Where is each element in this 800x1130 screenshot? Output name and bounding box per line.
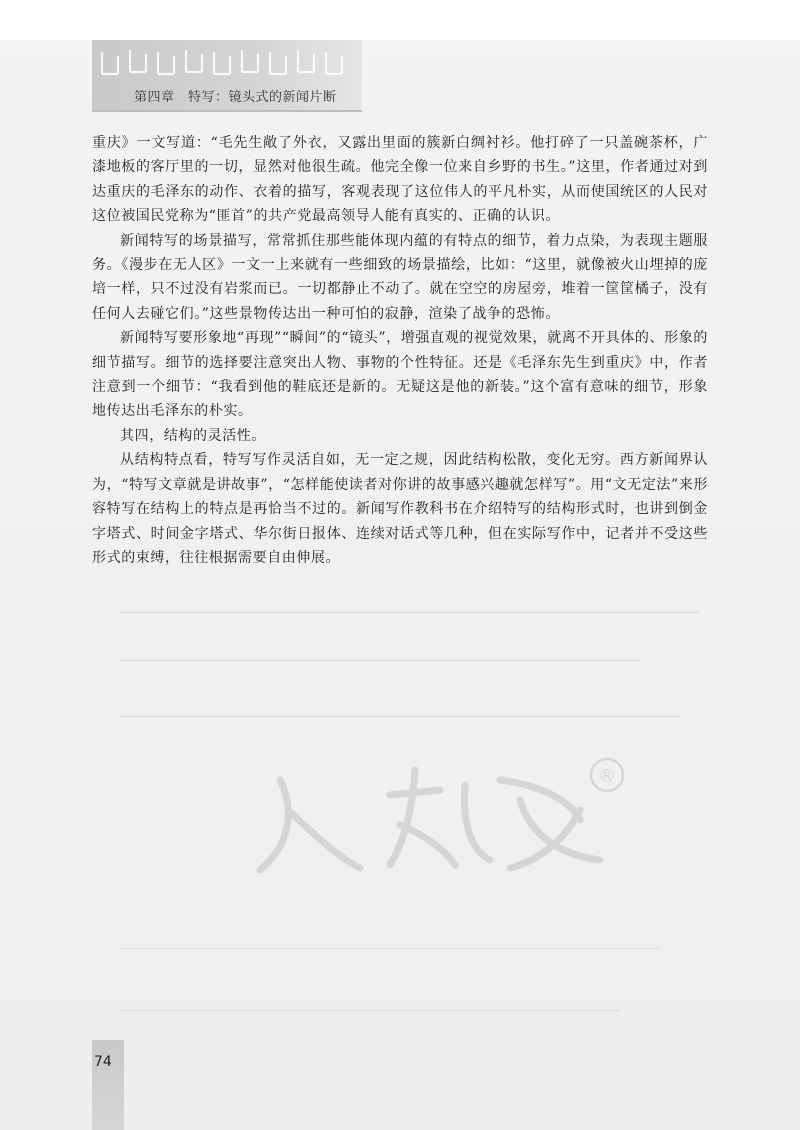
paragraph: 其四，结构的灵活性。 [120,427,266,444]
chapter-title: 第四章 特写：镜头式的新闻片断 [134,90,337,105]
header-divider [92,110,362,112]
bleed-through-line [120,716,680,717]
paragraph: 重庆》一文写道：“毛先生敞了外衣，又露出里面的簇新白绸衬衫。他打碎了一只盖碗茶杯，广漆地板的客厅里的一切，显然对他很生疏。他完全像一位来自乡野的书生。”这里，作者通过对到达重庆的毛泽东的动作、衣着的描写，客观表现了这位伟人的平凡朴实，从而使国统区的人民对这位被国民党称为“匪首”的共产党最高领导人能有真实的、正确的认识。 [92,135,708,225]
header-decorative-pattern [96,46,356,80]
top-margin [0,0,800,40]
page-number: 74 [94,1054,112,1070]
paragraph: 新闻特写要形象地“再现”“瞬间”的“镜头”，增强直观的视觉效果，就离不开具体的、形象的细节描写。细节的选择要注意突出人物、事物的个性特征。还是《毛泽东先生到重庆》中，作者注意到一个细节：“我看到他的鞋底还是新的。无疑这是他的新装。”这个富有意味的细节，形象地传达出毛泽东的朴实。 [92,330,708,420]
bleed-through-line [120,660,640,661]
bleed-through-line [120,948,660,949]
registered-mark: ® [598,766,616,787]
body-text [92,131,708,570]
bleed-through-line [120,1010,620,1011]
publisher-watermark-logo [240,740,640,890]
paragraph: 新闻特写的场景描写，常常抓住那些能体现内蕴的有特点的细节，着力点染，为表现主题服务。《漫步在无人区》一文一上来就有一些细致的场景描绘，比如：“这里，就像被火山埋掉的庞培一样，只不过没有岩浆而已。一切都静止不动了。就在空空的房屋旁，堆着一筐筐橘子，没有任何人去碰它们。”这些景物传达出一种可怕的寂静，渲染了战争的恐怖。 [92,232,708,322]
bleed-through-line [120,612,700,613]
paragraph: 从结构特点看，特写写作灵活自如，无一定之规，因此结构松散，变化无穷。西方新闻界认为，“特写文章就是讲故事”，“怎样能使读者对你讲的故事感兴趣就怎样写”。用“文无定法”来形容特写在结构上的特点是再恰当不过的。新闻写作教科书在介绍特写的结构形式时，也讲到倒金字塔式、时间金字塔式、华尔街日报体、连续对话式等几种，但在实际写作中，记者并不受这些形式的束缚，往往根据需要自由伸展。 [92,452,708,566]
